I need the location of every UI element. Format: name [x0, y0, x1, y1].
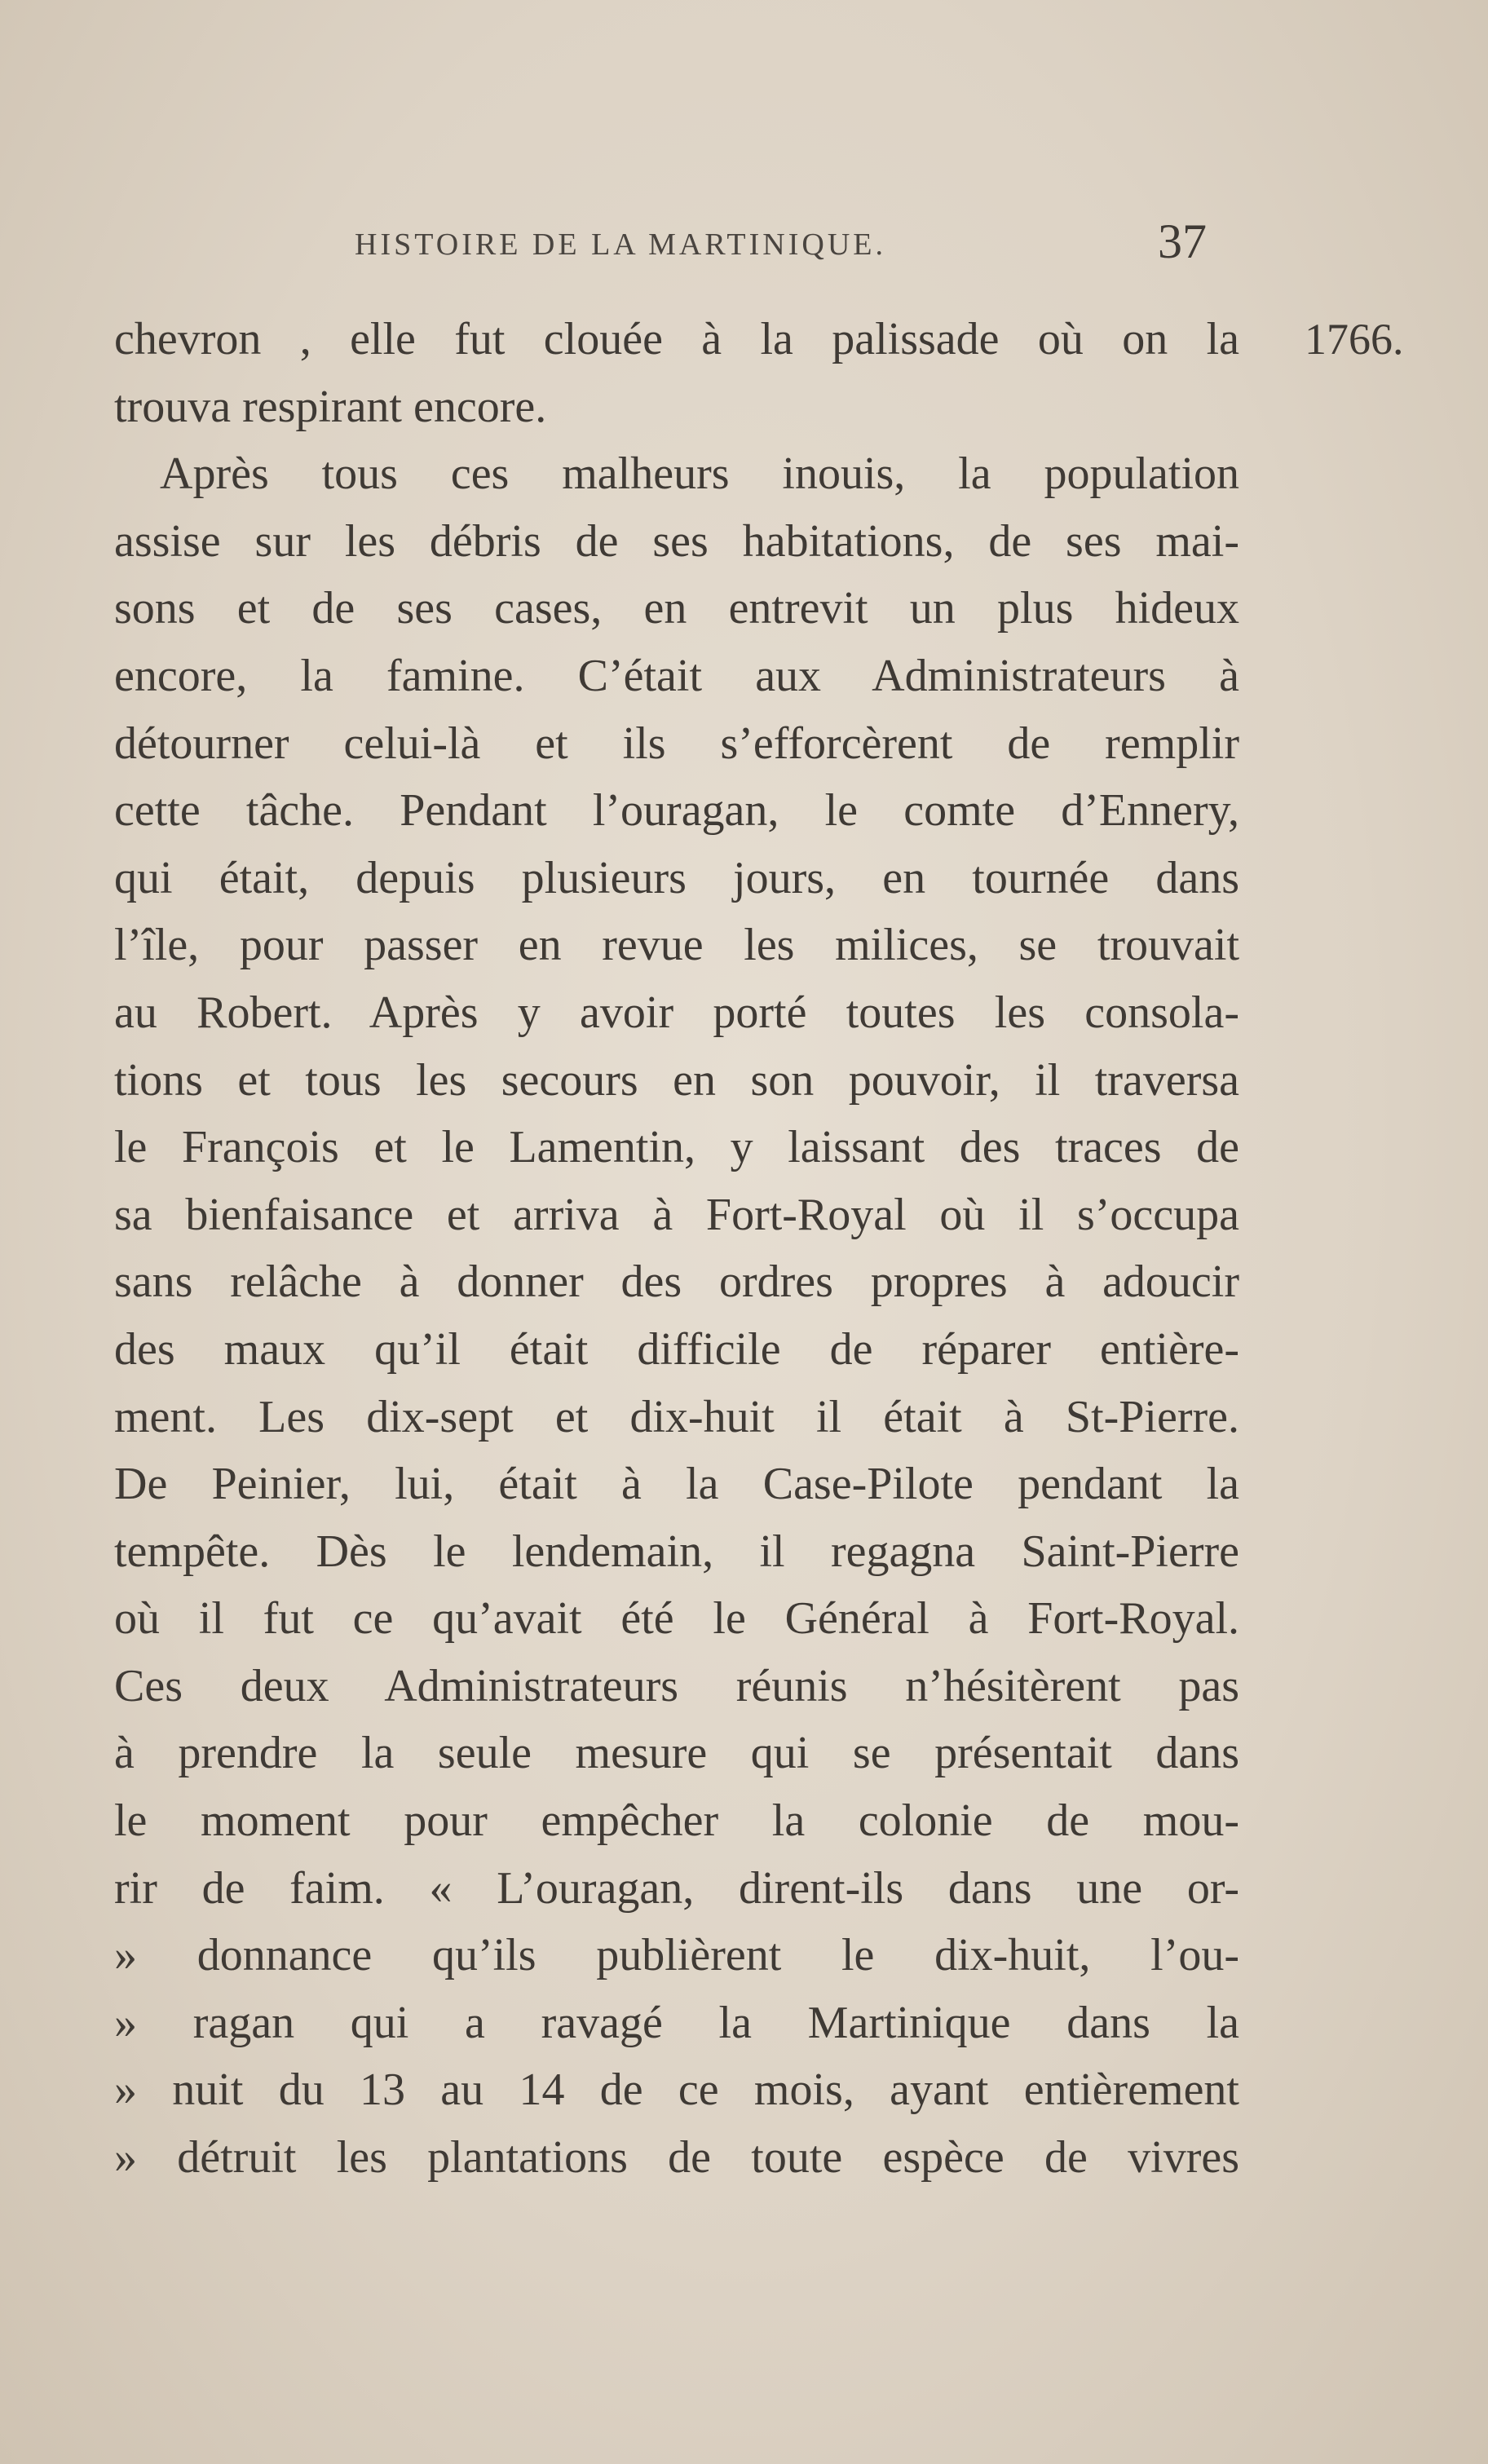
text-line: à prendre la seule mesure qui se présentait dans: [114, 1728, 1239, 1779]
margin-year-note: 1766.: [1305, 315, 1404, 364]
text-line: le moment pour empêcher la colonie de mou-: [114, 1795, 1239, 1847]
text-line: des maux qu’il était difficile de réparer entière-: [114, 1323, 1239, 1375]
text-line: où il fut ce qu’avait été le Général à Fort-Royal.: [114, 1593, 1239, 1645]
text-line: » ragan qui a ravagé la Martinique dans la: [114, 1997, 1239, 2048]
text-line: trouva respirant encore.: [114, 381, 547, 432]
text-line: » détruit les plantations de toute espèce de vivres: [114, 2132, 1239, 2184]
text-line: encore, la famine. C’était aux Administrateurs à: [114, 650, 1239, 701]
text-line: sons et de ses cases, en entrevit un plus hideux: [114, 583, 1239, 634]
text-line: tempête. Dès le lendemain, il regagna Saint-Pierre: [114, 1526, 1239, 1577]
text-line: ment. Les dix-sept et dix-huit il était à St-Pierre.: [114, 1391, 1239, 1442]
text-line: qui était, depuis plusieurs jours, en tournée dans: [114, 852, 1239, 903]
text-line: De Peinier, lui, était à la Case-Pilote pendant la: [114, 1459, 1239, 1510]
body-text: [114, 306, 1239, 2192]
text-line: rir de faim. « L’ouragan, dirent-ils dans une or-: [114, 1862, 1239, 1914]
text-line: chevron , elle fut clouée à la palissade où on la: [114, 314, 1239, 364]
text-line: sa bienfaisance et arriva à Fort-Royal où il s’occupa: [114, 1189, 1239, 1240]
text-line: le François et le Lamentin, y laissant des traces de: [114, 1122, 1239, 1173]
text-line: » donnance qu’ils publièrent le dix-huit, l’ou-: [114, 1930, 1239, 1981]
text-line: assise sur les débris de ses habitations, de ses mai-: [114, 515, 1239, 567]
running-head: HISTOIRE DE LA MARTINIQUE.: [355, 227, 886, 262]
text-line: l’île, pour passer en revue les milices, se trouvait: [114, 920, 1239, 971]
text-line: » nuit du 13 au 14 de ce mois, ayant entièrement: [114, 2064, 1239, 2116]
text-line: Ces deux Administrateurs réunis n’hésitèrent pas: [114, 1660, 1239, 1711]
text-line: détourner celui-là et ils s’efforcèrent de remplir: [114, 718, 1239, 769]
page-number: 37: [1158, 214, 1207, 268]
text-line: sans relâche à donner des ordres propres à adoucir: [114, 1256, 1239, 1308]
text-line: cette tâche. Pendant l’ouragan, le comte d’Ennery,: [114, 785, 1239, 837]
text-line: Après tous ces malheurs inouis, la population: [160, 448, 1239, 500]
text-line: au Robert. Après y avoir porté toutes les consola-: [114, 987, 1239, 1038]
text-line: tions et tous les secours en son pouvoir, il traversa: [114, 1054, 1239, 1106]
